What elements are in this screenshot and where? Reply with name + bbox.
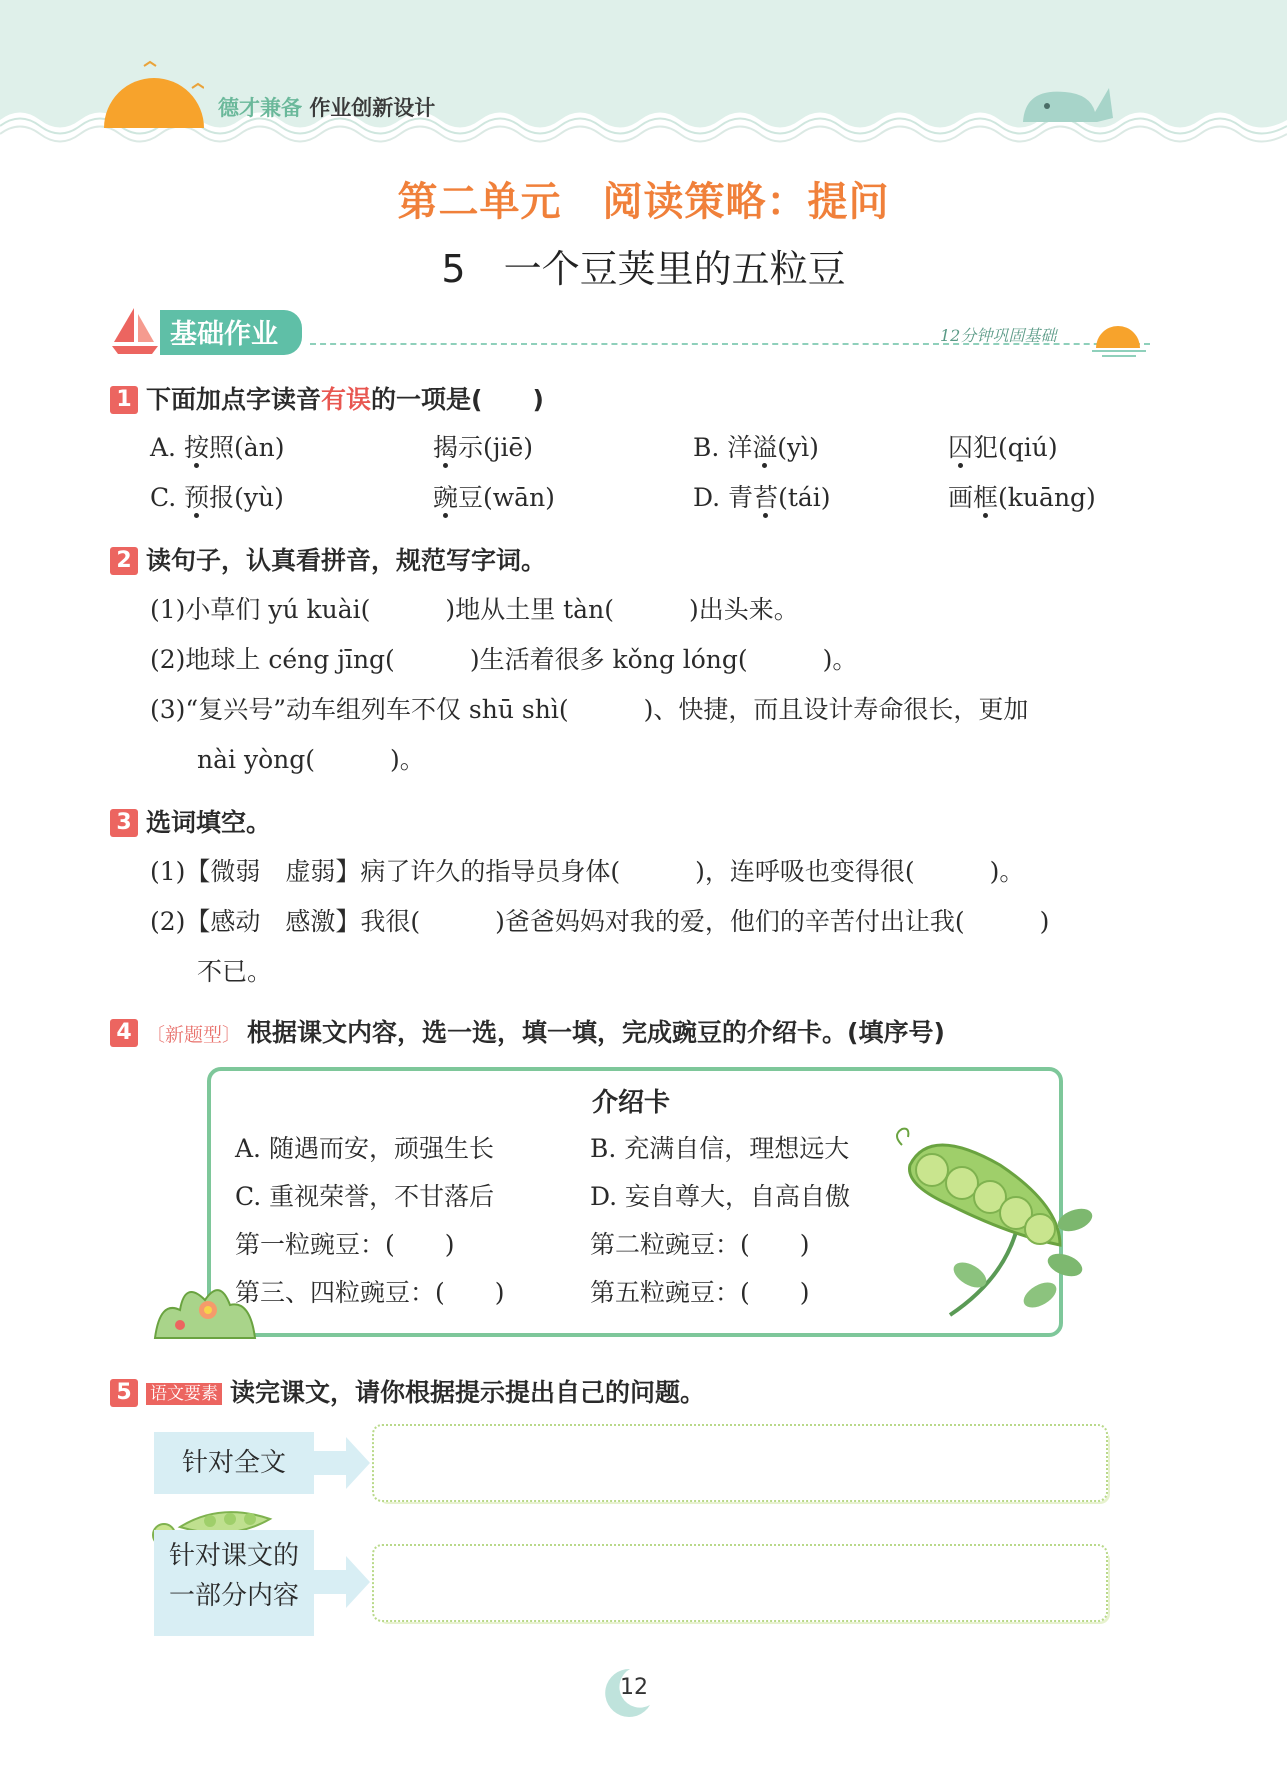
option-b2: 囚犯(qiú) bbox=[948, 433, 1058, 462]
option-d2: 画框(kuāng) bbox=[948, 483, 1096, 512]
section-label: 基础作业 bbox=[160, 310, 302, 355]
timer-label: 12分钟巩固基础 bbox=[940, 326, 1057, 345]
question-number: 2 bbox=[110, 547, 138, 575]
arrow-right-icon bbox=[312, 1437, 372, 1489]
q2-line-2: (2)地球上 céng jīng( )生活着很多 kǒng lóng( )。 bbox=[150, 645, 858, 674]
option-b1: B. 洋溢(yì) bbox=[693, 433, 819, 462]
pea-pod-illustration bbox=[890, 1125, 1110, 1335]
new-type-tag: 〔新题型〕 bbox=[146, 1024, 242, 1046]
card-blank-pea-2: 第二粒豌豆：( ) bbox=[590, 1230, 810, 1259]
q2-line-3: (3)“复兴号”动车组列车不仅 shū shì( )、快捷，而且设计寿命很长，更加 bbox=[150, 695, 1029, 724]
prompt-whole-text: 针对全文 bbox=[154, 1432, 314, 1494]
card-option-b: B. 充满自信，理想远大 bbox=[590, 1134, 850, 1163]
option-a1: A. 按照(àn) bbox=[150, 433, 285, 462]
card-blank-pea-1: 第一粒豌豆：( ) bbox=[235, 1230, 455, 1259]
question-number: 1 bbox=[110, 386, 138, 414]
arrow-right-icon bbox=[312, 1556, 372, 1608]
question-5: 5 语文要素 读完课文，请你根据提示提出自己的问题。 bbox=[110, 1373, 705, 1409]
answer-box-whole-text[interactable] bbox=[372, 1424, 1108, 1502]
question-1: 1 下面加点字读音有误的一项是( ) bbox=[110, 380, 544, 416]
sailboat-icon bbox=[110, 308, 160, 354]
card-blank-pea-3-4: 第三、四粒豌豆：( ) bbox=[235, 1278, 505, 1307]
language-element-tag: 语文要素 bbox=[146, 1383, 222, 1405]
question-number: 5 bbox=[110, 1379, 138, 1407]
card-option-c: C. 重视荣誉，不甘落后 bbox=[235, 1182, 495, 1211]
brand-title: 德才兼备 作业创新设计 bbox=[218, 96, 436, 120]
answer-box-part-text[interactable] bbox=[372, 1544, 1108, 1622]
small-sun-icon bbox=[1092, 318, 1146, 358]
question-3: 3 选词填空。 bbox=[110, 803, 271, 839]
q3-line-3: 不已。 bbox=[197, 957, 273, 986]
whale-icon bbox=[1015, 78, 1113, 130]
question-number: 4 bbox=[110, 1019, 138, 1047]
card-option-d: D. 妄自尊大，自高自傲 bbox=[590, 1182, 851, 1211]
question-number: 3 bbox=[110, 809, 138, 837]
option-d1: D. 青苔(tái) bbox=[693, 483, 831, 512]
flower-bush-illustration bbox=[150, 1270, 260, 1340]
option-c1: C. 预报(yù) bbox=[150, 483, 284, 512]
q2-line-1: (1)小草们 yú kuài( )地从土里 tàn( )出头来。 bbox=[150, 595, 799, 624]
sun-icon bbox=[104, 58, 204, 128]
option-a2: 揭示(jiē) bbox=[433, 433, 534, 462]
page-number: 12 bbox=[620, 1675, 648, 1700]
option-c2: 豌豆(wān) bbox=[433, 483, 555, 512]
question-2: 2 读句子，认真看拼音，规范写字词。 bbox=[110, 541, 546, 577]
prompt-part-text: 针对课文的 一部分内容 bbox=[154, 1530, 314, 1636]
card-blank-pea-5: 第五粒豌豆：( ) bbox=[590, 1278, 810, 1307]
question-4: 4 〔新题型〕 根据课文内容，选一选，填一填，完成豌豆的介绍卡。(填序号) bbox=[110, 1013, 945, 1049]
q2-line-4: nài yòng( )。 bbox=[197, 745, 425, 774]
q3-line-2: (2)【感动 感激】我很( )爸爸妈妈对我的爱，他们的辛苦付出让我( ) bbox=[150, 907, 1050, 936]
unit-title: 第二单元 阅读策略：提问 bbox=[397, 179, 890, 225]
intro-card-title: 介绍卡 bbox=[591, 1088, 670, 1118]
card-option-a: A. 随遇而安，顽强生长 bbox=[235, 1134, 494, 1163]
lesson-title: 5 一个豆荚里的五粒豆 bbox=[441, 247, 846, 291]
q3-line-1: (1)【微弱 虚弱】病了许久的指导员身体( )，连呼吸也变得很( )。 bbox=[150, 857, 1025, 886]
